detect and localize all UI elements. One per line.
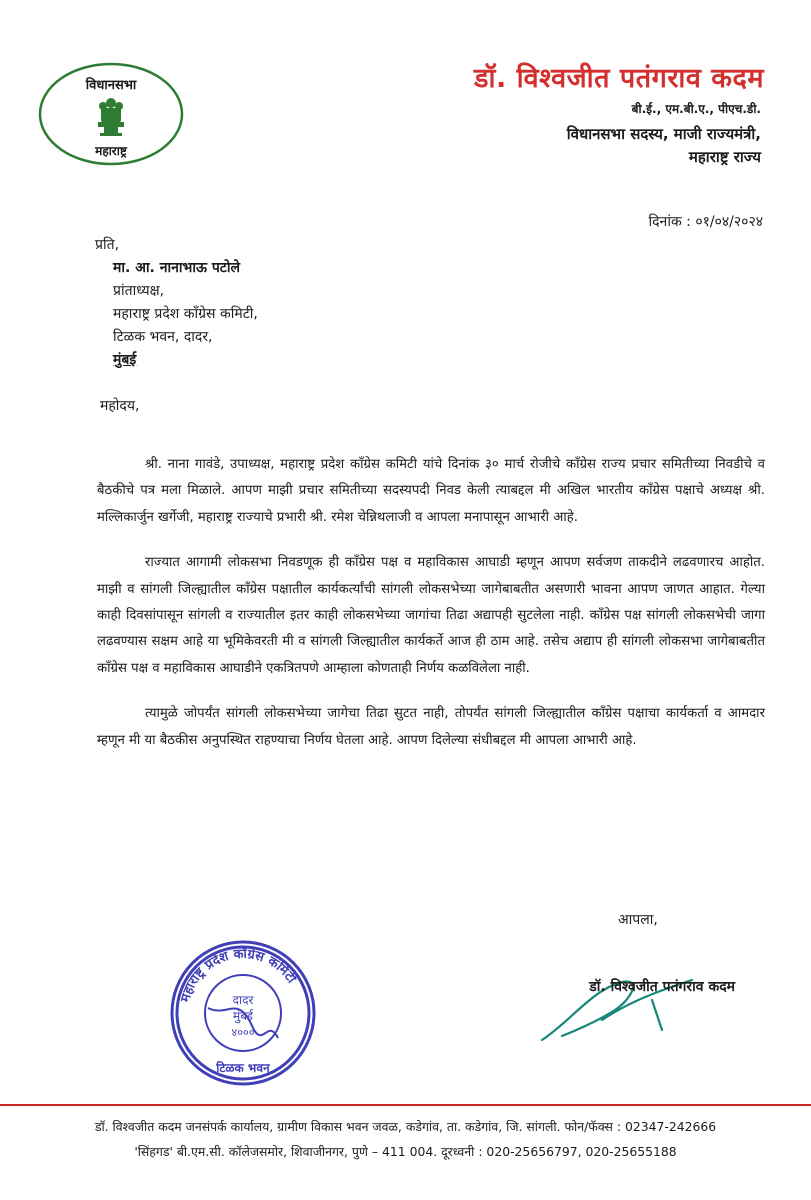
letterhead-name: डॉ. विश्वजीत पतंगराव कदम [474,63,764,94]
recipient-block [95,234,258,372]
stamp-center-line1: दादर [232,993,254,1007]
letter-body [97,452,765,773]
footer-rule [0,1104,811,1106]
office-stamp-icon [168,938,318,1088]
recipient-prati: प्रति, [95,237,120,253]
letterhead-degrees: बी.ई., एम.बी.ए., पीएच.डी. [631,102,761,116]
recipient-org: महाराष्ट्र प्रदेश कॉंग्रेस कमिटी, [113,306,258,322]
signature-icon [532,960,752,1050]
stamp-center-line3: ४००० [231,1026,255,1039]
body-paragraph-1: श्री. नाना गावंडे, उपाध्यक्ष, महाराष्ट्र प्रदेश कॉंग्रेस कमिटी यांचे दिनांक ३० मार्च रोजीचे कॉंग्रेस राज्य प्रचार समितीच्या निवडीचे व बैठकीचे पत्र मला मिळाले. आपण माझी प्रचार समितीच्या सदस्यपदी निवड केली त्याबद्दल मी अखिल भारतीय कॉंग्रेस पक्षाचे अध्यक्ष श्री. मल्लिकार्जुन खर्गेजी, महाराष्ट्र राज्याचे प्रभारी श्री. रमेश चेन्निथलाजी व आपला मनापासून आभारी आहे. [97,457,765,525]
letter-date: दिनांक : ०१/०४/२०२४ [648,214,763,230]
recipient-designation: प्रांताध्यक्ष, [113,283,165,299]
recipient-name: मा. आ. नानाभाऊ पटोले [113,260,240,276]
letterhead-post-line1: विधानसभा सदस्य, माजी राज्यमंत्री, [566,125,761,143]
ashoka-emblem-icon [98,98,124,136]
recipient-address: टिळक भवन, दादर, [113,329,213,345]
stamp-ring-text: महाराष्ट्र प्रदेश कॉंग्रेस कमिटी [178,946,299,1004]
letterhead-post-line2: महाराष्ट्र राज्य [688,148,761,166]
recipient-city: मुंबई [113,352,137,368]
footer-line1: डॉ. विश्वजीत कदम जनसंपर्क कार्यालय, ग्रामीण विकास भवन जवळ, कडेगांव, ता. कडेगांव, जि. सांगली. फोन/फॅक्स : 02347-242666 [94,1119,717,1134]
signatory-name: डॉ. विश्वजीत पतंगराव कदम [589,979,735,995]
stamp-bottom-text: टिळक भवन [216,1061,270,1075]
footer-line2: 'सिंहगड' बी.एम.सी. कॉलेजसमोर, शिवाजीनगर, पुणे – 411 004. दूरध्वनी : 020-25656797, 020-25655188 [134,1144,677,1159]
salutation: महोदय, [100,398,140,414]
body-paragraph-3: त्यामुळे जोपर्यंत सांगली लोकसभेच्या जागेचा तिढा सुटत नाही, तोपर्यंत सांगली जिल्ह्यातील कॉंग्रेस पक्षाचा कार्यकर्ता व आमदार म्हणून मी या बैठकीस अनुपस्थित राहण्याचा निर्णय घेतला आहे. आपण दिलेल्या संधीबद्दल मी आपला आभारी आहे. [97,706,765,748]
emblem-bottom-text: महाराष्ट्र [95,144,127,158]
emblem-top-text: विधानसभा [85,78,137,93]
stamp-center-line2: मुंबई [233,1009,253,1023]
body-paragraph-2: राज्यात आगामी लोकसभा निवडणूक ही कॉंग्रेस पक्ष व महाविकास आघाडी म्हणून आपण सर्वजण ताकदीने लढवणारच आहोत. माझी व सांगली जिल्ह्यातील कॉंग्रेस पक्षातील कार्यकर्त्यांची सांगली लोकसभेच्या जागेबाबतीत असणारी भावना आपण जाणत आहात. गेल्या काही दिवसांपासून सांगली व राज्यातील इतर काही लोकसभेच्या जागांचा तिढा अद्यापही सुटलेला नाही. कॉंग्रेस पक्ष सांगली लोकसभेची जागा लढवण्यास सक्षम आहे या भूमिकेवरती मी व सांगली जिल्ह्यातील कार्यकर्ते आज ही ठाम आहे. तसेच अद्याप ही सांगली लोकसभा जागेबाबतीत कॉंग्रेस पक्ष व महाविकास आघाडीने एकत्रितपणे आम्हाला कोणताही निर्णय कळविलेला नाही. [97,555,765,676]
vidhansabha-emblem [38,62,184,166]
closing: आपला, [618,912,658,928]
